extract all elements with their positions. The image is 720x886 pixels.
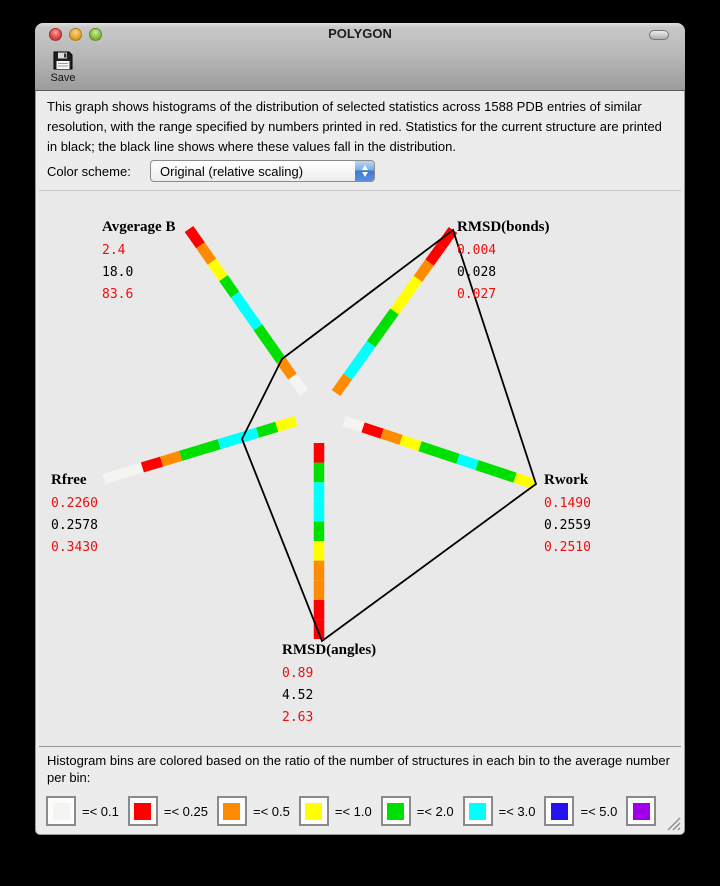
histogram-bin-rfree bbox=[104, 473, 123, 479]
axis-current-value: 4.52 bbox=[282, 688, 314, 703]
histogram-bin-rwork bbox=[477, 465, 496, 471]
color-scheme-selected-value: Original (relative scaling) bbox=[160, 164, 304, 179]
window-title: POLYGON bbox=[328, 26, 392, 41]
save-button[interactable] bbox=[45, 49, 81, 84]
toolbar-toggle-button[interactable] bbox=[649, 30, 669, 40]
histogram-bin-rwork bbox=[363, 427, 382, 433]
axis-max-value: 0.2510 bbox=[544, 540, 591, 555]
histogram-bin-rfree bbox=[181, 450, 200, 456]
legend-label: =< 1.0 bbox=[334, 803, 372, 819]
legend-item bbox=[299, 796, 372, 826]
legend-item bbox=[217, 796, 290, 826]
axis-max-value: 0.3430 bbox=[51, 540, 98, 555]
legend-color-green bbox=[387, 803, 404, 820]
legend-swatch bbox=[128, 796, 158, 826]
legend-label: =< 0.1 bbox=[82, 803, 119, 819]
legend-description-text: Histogram bins are colored based on the ratio of the number of structures in each bin to the average number per bin: bbox=[47, 753, 670, 785]
histogram-bin-rmsd_bonds bbox=[406, 279, 418, 295]
legend-color-cyan bbox=[469, 803, 486, 820]
histogram-bin-rfree bbox=[200, 444, 219, 450]
legend-color-purple bbox=[633, 803, 650, 820]
legend-color-red bbox=[134, 803, 151, 820]
legend-label: =< 2.0 bbox=[416, 803, 454, 819]
histogram-bin-rfree bbox=[238, 433, 257, 439]
legend-item bbox=[544, 796, 617, 826]
legend-row bbox=[46, 796, 665, 826]
legend-color-white bbox=[53, 803, 70, 820]
color-scheme-label: Color scheme: bbox=[47, 164, 131, 179]
description-text: This graph shows histograms of the distribution of selected statistics across 1588 PDB entries of similar resolution, with the range specified by numbers printed in red. Statistics for the current structure are printed in black; the black line shows where these values fall in the distribution. bbox=[47, 99, 662, 154]
legend-item bbox=[128, 796, 208, 826]
axis-current-value: 18.0 bbox=[102, 265, 134, 280]
resize-grip[interactable] bbox=[667, 817, 681, 831]
histogram-bin-avg_b bbox=[201, 245, 213, 261]
legend-swatch bbox=[544, 796, 574, 826]
histogram-bin-avg_b bbox=[270, 344, 282, 360]
axis-min-value: 0.1490 bbox=[544, 496, 591, 511]
histogram-bin-rmsd_bonds bbox=[430, 246, 442, 262]
axis-current-value: 0.028 bbox=[457, 265, 497, 280]
histogram-bin-rfree bbox=[123, 467, 142, 473]
save-floppy-icon bbox=[52, 49, 74, 71]
legend-swatch bbox=[463, 796, 493, 826]
histogram-bin-rfree bbox=[142, 462, 161, 468]
histogram-bin-avg_b bbox=[212, 262, 224, 278]
legend-label: =< 5.0 bbox=[580, 803, 618, 819]
histogram-bin-avg_b bbox=[224, 278, 236, 294]
legend-label: =< 0.5 bbox=[252, 803, 290, 819]
histogram-bin-avg_b bbox=[258, 327, 270, 343]
histogram-bin-rmsd_bonds bbox=[371, 328, 383, 344]
axis-label: Avgerage B bbox=[102, 219, 176, 235]
histogram-bin-avg_b bbox=[293, 377, 305, 393]
axis-label: RMSD(angles) bbox=[282, 642, 377, 658]
window-header bbox=[35, 23, 685, 91]
histogram-bin-rmsd_bonds bbox=[336, 377, 348, 393]
legend-swatch bbox=[46, 796, 76, 826]
axis-max-value: 0.027 bbox=[457, 287, 497, 302]
axis-avg_b bbox=[102, 219, 175, 306]
histogram-bin-rwork bbox=[496, 471, 515, 477]
axis-min-value: 0.89 bbox=[282, 666, 314, 681]
histogram-bin-rfree bbox=[162, 456, 181, 462]
axis-min-value: 2.4 bbox=[102, 243, 126, 258]
histogram-bin-avg_b bbox=[235, 295, 247, 311]
polygon-chart bbox=[39, 190, 681, 747]
histogram-bin-rwork bbox=[439, 453, 458, 459]
histogram-bin-rfree bbox=[258, 427, 277, 433]
save-button-label: Save bbox=[50, 72, 76, 84]
histogram-bin-avg_b bbox=[247, 311, 259, 327]
legend-color-orange bbox=[223, 803, 240, 820]
legend-swatch bbox=[626, 796, 656, 826]
axis-rfree bbox=[51, 472, 98, 559]
axis-label: Rwork bbox=[544, 472, 589, 488]
legend-item bbox=[46, 796, 119, 826]
arrow-down-icon bbox=[362, 172, 368, 177]
legend-color-blue bbox=[551, 803, 568, 820]
histogram-bin-rmsd_bonds bbox=[383, 312, 395, 328]
titlebar bbox=[35, 23, 685, 45]
histogram-bin-rfree bbox=[277, 421, 296, 427]
axis-rwork bbox=[544, 472, 591, 559]
histogram-bin-rmsd_bonds bbox=[395, 295, 407, 311]
axis-min-value: 0.2260 bbox=[51, 496, 98, 511]
legend-color-yellow bbox=[305, 803, 322, 820]
histogram-bin-rwork bbox=[401, 440, 420, 446]
axis-current-value: 0.2578 bbox=[51, 518, 98, 533]
histogram-bin-avg_b bbox=[281, 360, 293, 376]
arrow-up-icon bbox=[362, 165, 368, 170]
legend-swatch bbox=[217, 796, 247, 826]
histogram-bin-rwork bbox=[344, 421, 363, 427]
axis-max-value: 83.6 bbox=[102, 287, 134, 302]
axis-max-value: 2.63 bbox=[282, 710, 314, 725]
legend-item bbox=[381, 796, 454, 826]
axis-label: RMSD(bonds) bbox=[457, 219, 550, 235]
legend-label: =< 3.0 bbox=[498, 803, 536, 819]
histogram-bin-rwork bbox=[382, 434, 401, 440]
color-scheme-select[interactable] bbox=[150, 160, 375, 182]
legend-item bbox=[626, 796, 656, 826]
histogram-bin-rwork bbox=[515, 478, 534, 484]
legend-swatch bbox=[381, 796, 411, 826]
histogram-bin-rmsd_bonds bbox=[348, 360, 360, 376]
legend-swatch bbox=[299, 796, 329, 826]
histogram-bin-avg_b bbox=[189, 229, 201, 245]
histogram-bin-rfree bbox=[219, 438, 238, 444]
histogram-bin-rwork bbox=[420, 446, 439, 452]
axis-current-value: 0.2559 bbox=[544, 518, 591, 533]
histogram-bin-rwork bbox=[458, 459, 477, 465]
histogram-bin-rmsd_bonds bbox=[418, 263, 430, 279]
popup-stepper-icon bbox=[355, 161, 374, 181]
axis-rmsd_angles bbox=[282, 642, 376, 729]
polygon-window bbox=[35, 23, 685, 835]
legend-label: =< 0.25 bbox=[163, 803, 208, 819]
axis-min-value: 0.004 bbox=[457, 243, 497, 258]
axis-rmsd_bonds bbox=[457, 219, 550, 306]
axis-label: Rfree bbox=[51, 472, 87, 488]
legend-item bbox=[463, 796, 536, 826]
histogram-bin-rmsd_bonds bbox=[359, 344, 371, 360]
